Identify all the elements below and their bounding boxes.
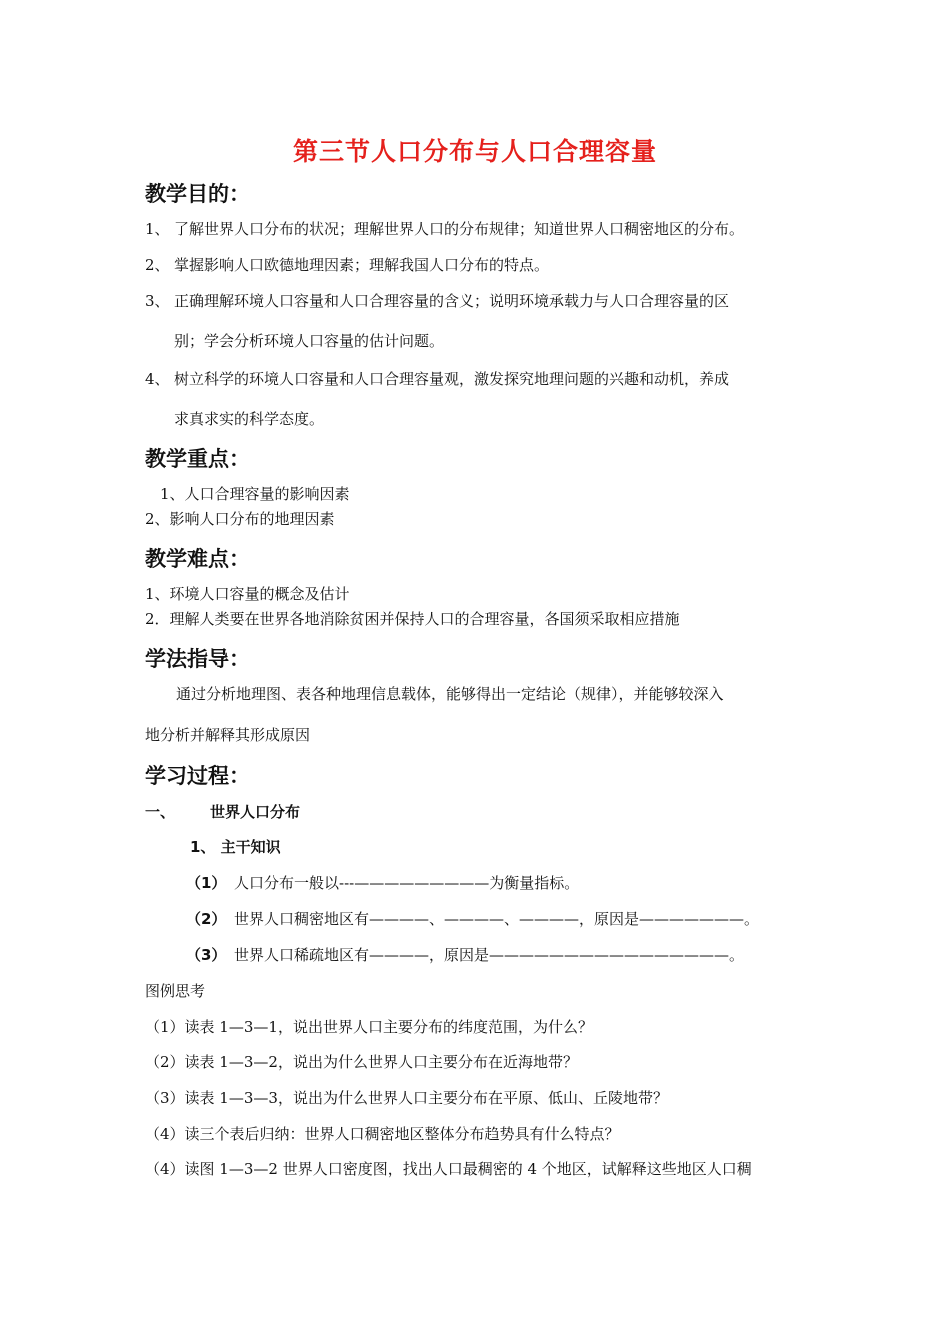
document-title: 第三节人口分布与人口合理容量 [292,137,657,166]
method-text: 通过分析地理图、表各种地理信息载体，能够得出一定结论（规律），并能够较深入 [176,685,724,703]
fill-item-number: （3） [186,946,227,964]
objective-text: 树立科学的环境人口容量和人口合理容量观，激发探究地理问题的兴趣和动机，养成 [174,370,730,388]
difficulty-item: 2．理解人类要在世界各地消除贫困并保持人口的合理容量，各国须采取相应措施 [145,610,680,628]
objective-text: 了解世界人口分布的状况；理解世界人口的分布规律；知道世界人口稠密地区的分布。 [174,220,745,238]
difficulty-item: 1、环境人口容量的概念及估计 [145,585,350,603]
objective-number: 4、 [145,370,170,388]
objective-number: 1、 [145,220,170,238]
fill-item-text: 人口分布一般以---—————————为衡量指标。 [234,874,580,892]
section-number: 一、 [145,803,176,821]
key-point-item: 1、人口合理容量的影响因素 [160,485,350,503]
key-point-item: 2、影响人口分布的地理因素 [145,510,335,528]
question-item: （4）读图 1—3—2 世界人口密度图，找出人口最稠密的 4 个地区，试解释这些地区人口稠 [145,1160,752,1178]
key-points-heading: 教学重点： [145,447,250,471]
objective-text-continued: 求真求实的科学态度。 [174,410,325,428]
think-heading: 图例思考 [145,982,206,1000]
method-text-continued: 地分析并解释其形成原因 [145,726,311,744]
question-item: （4）读三个表后归纳：世界人口稠密地区整体分布趋势具有什么特点？ [145,1125,620,1143]
fill-item-text: 世界人口稀疏地区有————，原因是————————————————。 [234,946,745,964]
objective-number: 3、 [145,292,170,310]
objective-number: 2、 [145,256,170,274]
method-heading: 学法指导： [145,647,250,671]
objectives-heading: 教学目的： [145,182,250,206]
fill-item-number: （1） [186,874,227,892]
difficulties-heading: 教学难点： [145,547,250,571]
question-item: （3）读表 1—3—3，说出为什么世界人口主要分布在平原、低山、丘陵地带？ [145,1089,668,1107]
fill-item-number: （2） [186,910,227,928]
question-item: （2）读表 1—3—2，说出为什么世界人口主要分布在近海地带？ [145,1053,578,1071]
section-title: 世界人口分布 [210,803,301,821]
fill-item-text: 世界人口稠密地区有————、————、————，原因是———————。 [234,910,760,928]
objective-text-continued: 别；学会分析环境人口容量的估计问题。 [174,332,445,350]
sub-heading: 1、 主干知识 [190,838,281,856]
process-heading: 学习过程： [145,764,250,788]
objective-text: 正确理解环境人口容量和人口合理容量的含义；说明环境承载力与人口合理容量的区 [174,292,730,310]
objective-text: 掌握影响人口欧德地理因素；理解我国人口分布的特点。 [174,256,550,274]
question-item: （1）读表 1—3—1，说出世界人口主要分布的纬度范围，为什么？ [145,1018,593,1036]
